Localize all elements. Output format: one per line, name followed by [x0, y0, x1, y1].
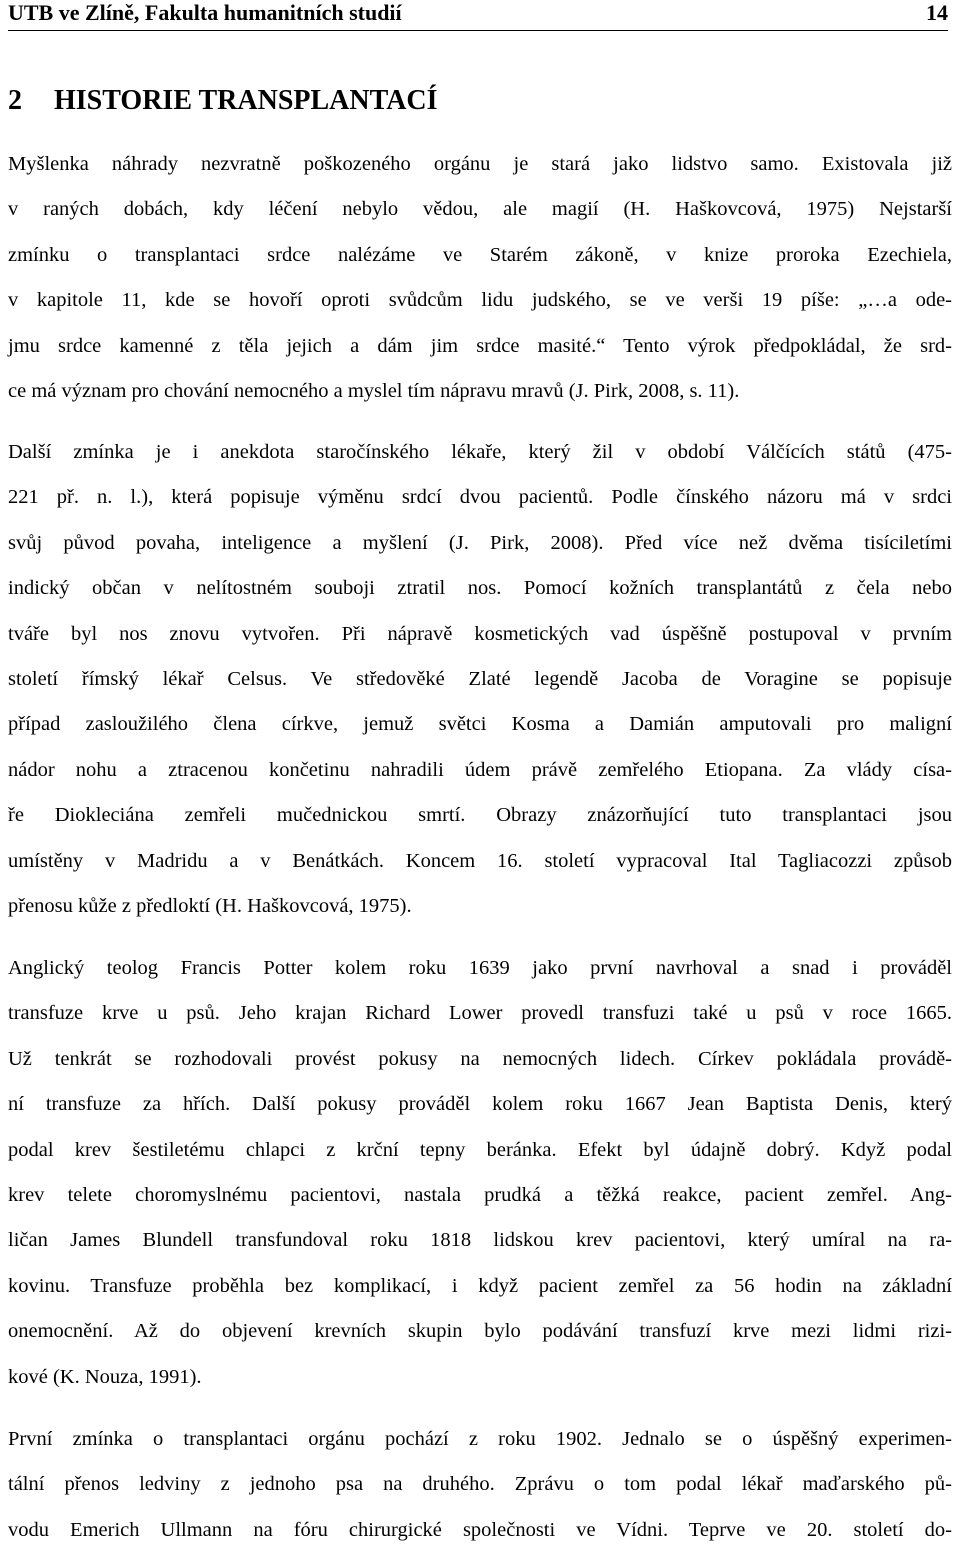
text-line: onemocnění. Až do objevení krevních skupin bylo podávání transfuzí krve mezi lidmi rizi- [8, 1320, 952, 1343]
paragraph [8, 142, 952, 414]
text-line: přenosu kůže z předloktí (H. Haškovcová, 1975). [8, 894, 412, 917]
running-header [8, 0, 948, 31]
text-line: tváře byl nos znovu vytvořen. Při nápravě kosmetických vad úspěšně postupoval v prvním [8, 622, 952, 645]
paragraph [8, 946, 952, 1400]
text-line: umístěny v Madridu a v Benátkách. Koncem 16. století vypracoval Ital Tagliacozzi způsob [8, 849, 952, 872]
text-line: století římský lékař Celsus. Ve středověké Zlaté legendě Jacoba de Voragine se popisuje [8, 667, 952, 690]
text-line: ře Diokleciána zemřeli mučednickou smrtí. Obrazy znázorňující tuto transplantaci jsou [8, 804, 952, 827]
text-line: Další zmínka je i anekdota staročínského lékaře, který žil v období Válčících států (475- [8, 441, 952, 463]
text-line: indický občan v nelítostném souboji ztratil nos. Pomocí kožních transplantátů z čela nebo [8, 577, 952, 600]
page-number: 14 [926, 0, 948, 25]
text-line: svůj původ povaha, inteligence a myšlení (J. Pirk, 2008). Před více než dvěma tisíciletími [8, 531, 952, 554]
text-line: První zmínka o transplantaci orgánu pochází z roku 1902. Jednalo se o úspěšný experimen- [8, 1428, 952, 1450]
text-line: 221 př. n. l.), která popisuje výměnu srdcí dvou pacientů. Podle čínského názoru má v srdci [8, 486, 952, 509]
text-line: ce má význam pro chování nemocného a myslel tím nápravu mravů (J. Pirk, 2008, s. 11). [8, 379, 740, 402]
chapter-heading [8, 84, 438, 118]
text-line: v kapitole 11, kde se hovoří oproti svůdcům lidu judského, se ve verši 19 píše: „…a ode- [8, 289, 952, 312]
text-line: tální přenos ledviny z jednoho psa na druhého. Zprávu o tom podal lékař maďarského pů- [8, 1473, 952, 1496]
text-line: vodu Emerich Ullmann na fóru chirurgické společnosti ve Vídni. Teprve ve 20. století do- [8, 1518, 952, 1541]
header-title: UTB ve Zlíně, Fakulta humanitních studií [8, 0, 402, 25]
text-line: Už tenkrát se rozhodovali provést pokusy na nemocných lidech. Církev pokládala provádě- [8, 1047, 952, 1070]
text-line: případ zasloužilého člena církve, jemuž světci Kosma a Damián amputovali pro maligní [8, 713, 952, 736]
text-line: jmu srdce kamenné z těla jejich a dám jim srdce masité.“ Tento výrok předpokládal, že srd- [8, 334, 952, 357]
text-line: v raných dobách, kdy léčení nebylo vědou, ale magií (H. Haškovcová, 1975) Nejstarší [8, 198, 952, 221]
text-line: Myšlenka náhrady nezvratně poškozeného orgánu je stará jako lidstvo samo. Existovala již [8, 153, 952, 175]
text-line: Anglický teolog Francis Potter kolem roku 1639 jako první navrhoval a snad i prováděl [8, 957, 952, 979]
paragraph [8, 1417, 952, 1553]
text-line: krev telete choromyslnému pacientovi, nastala prudká a těžká reakce, pacient zemřel. Ang- [8, 1183, 952, 1206]
text-line: podal krev šestiletému chlapci z krční tepny beránka. Efekt byl údajně dobrý. Když podal [8, 1138, 952, 1161]
text-line: nádor nohu a ztracenou končetinu nahradili údem právě zemřelého Etiopana. Za vlády císa- [8, 758, 952, 781]
text-line: ličan James Blundell transfundoval roku 1818 lidskou krev pacientovi, který umíral na ra- [8, 1229, 952, 1252]
chapter-title: HISTORIE TRANSPLANTACÍ [54, 85, 438, 116]
chapter-number: 2 [8, 85, 22, 116]
paragraph [8, 430, 952, 929]
text-line: transfuze krve u psů. Jeho krajan Richard Lower provedl transfuzi také u psů v roce 1665. [8, 1002, 952, 1025]
text-line: zmínku o transplantaci srdce nalézáme ve Starém zákoně, v knize proroka Ezechiela, [8, 243, 952, 266]
text-line: kovinu. Transfuze proběhla bez komplikací, i když pacient zemřel za 56 hodin na základní [8, 1274, 952, 1297]
text-line: ní transfuze za hřích. Další pokusy prováděl kolem roku 1667 Jean Baptista Denis, který [8, 1093, 952, 1116]
text-line: kové (K. Nouza, 1991). [8, 1365, 202, 1388]
